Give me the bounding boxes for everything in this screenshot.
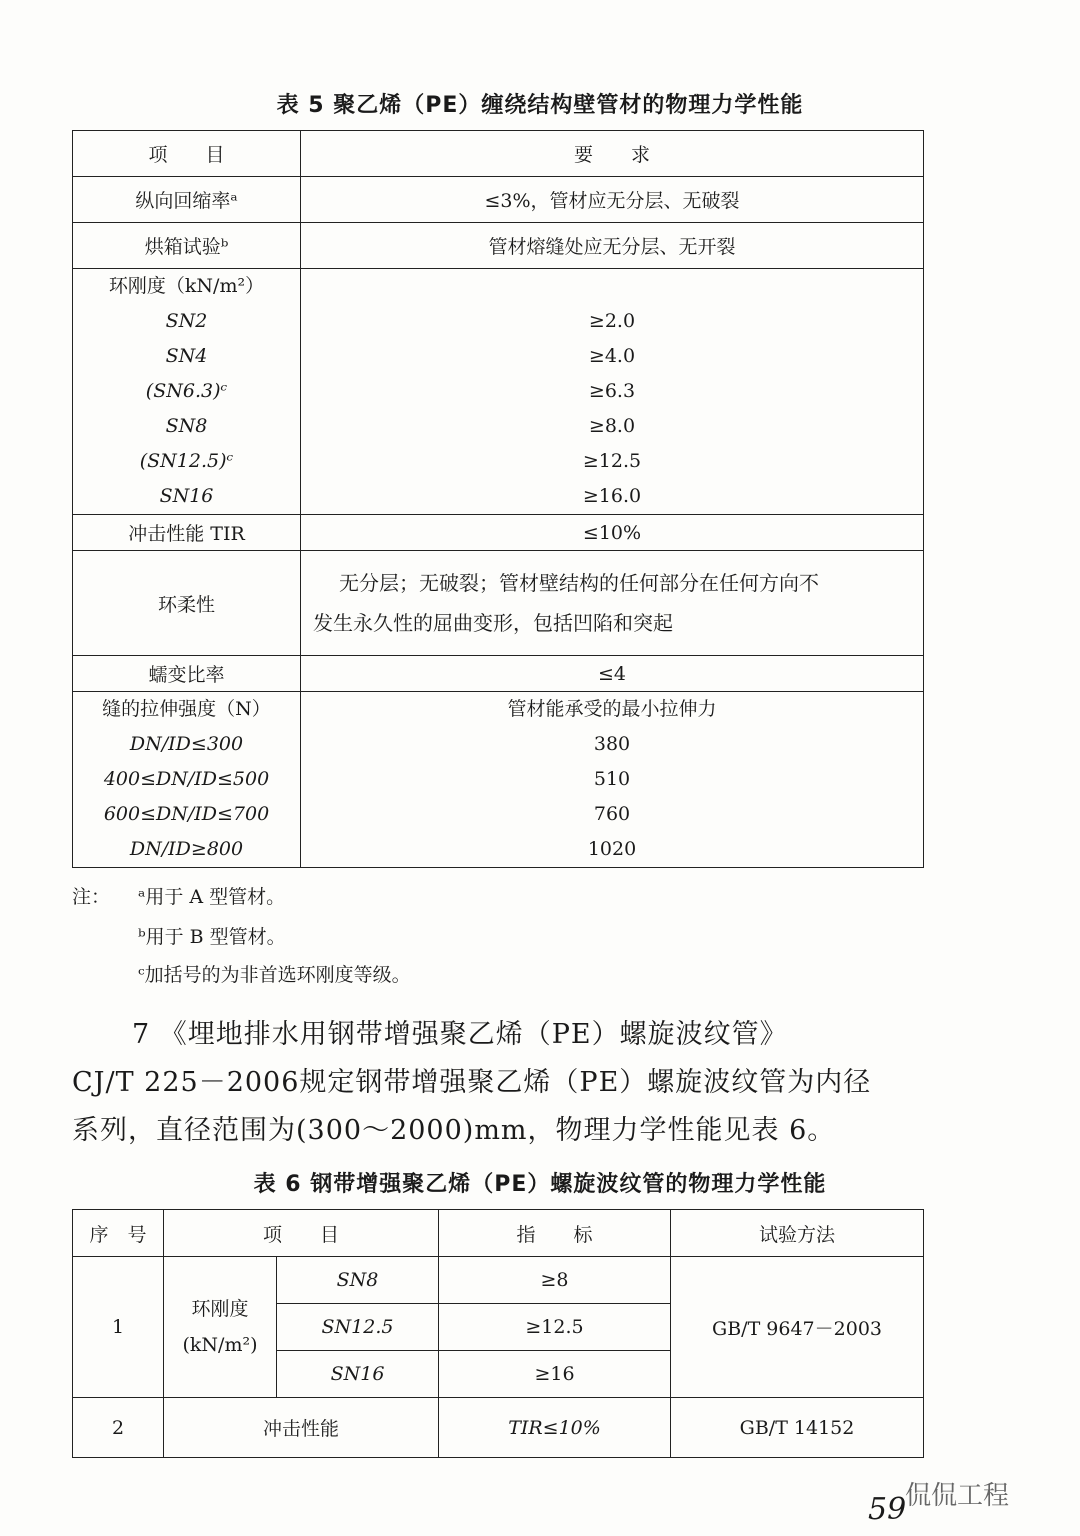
- ring-sub: SN4: [165, 345, 208, 367]
- seam-sub: 600≤DN/ID≤700: [103, 803, 270, 825]
- ring-unit: (kN/m²): [182, 1334, 258, 1356]
- ring-value: ≥16: [439, 1351, 671, 1398]
- impact-value: TIR≤10%: [439, 1398, 671, 1458]
- flex-req-line1: 无分层；无破裂；管材壁结构的任何部分在任何方向不: [339, 571, 819, 595]
- row-req: 管材熔缝处应无分层、无开裂: [301, 223, 924, 269]
- ring-sub: SN12.5: [277, 1304, 439, 1351]
- notes-label: 注：: [72, 886, 111, 908]
- row-no: 1: [73, 1257, 164, 1398]
- flex-req-line2: 发生永久性的屈曲变形，包括凹陷和突起: [313, 611, 673, 635]
- seam-req-title: 管材能承受的最小拉伸力: [507, 698, 717, 720]
- table6: [72, 1209, 924, 1458]
- ring-req: ≥2.0: [588, 310, 636, 332]
- ring-stiffness-cell: [164, 1257, 277, 1398]
- table5: [72, 130, 924, 868]
- paragraph-line1: 7 《埋地排水用钢带增强聚乙烯（PE）螺旋波纹管》: [132, 1019, 788, 1050]
- ring-sub: SN16: [159, 485, 214, 507]
- ring-sub: (SN12.5)ᶜ: [139, 450, 234, 472]
- ring-sub: SN8: [165, 415, 208, 437]
- table-row: [73, 1210, 924, 1257]
- ring-sub: SN8: [277, 1257, 439, 1304]
- table-row: [73, 656, 924, 692]
- row-item: 冲击性能 TIR: [73, 515, 301, 551]
- ring-sub: (SN6.3)ᶜ: [145, 380, 228, 402]
- ring-req: ≥4.0: [588, 345, 636, 367]
- row-req: ≤3%，管材应无分层、无破裂: [301, 177, 924, 223]
- ring-label: 环刚度: [191, 1298, 249, 1320]
- ring-value: ≥8: [439, 1257, 671, 1304]
- table-row: [73, 551, 924, 656]
- seam-sub: DN/ID≥800: [129, 838, 244, 860]
- table-row: [73, 177, 924, 223]
- header-no: 序 号: [73, 1210, 164, 1257]
- ring-req: ≥12.5: [582, 450, 642, 472]
- seam-sub: DN/ID≤300: [129, 733, 244, 755]
- paragraph-line2: CJ/T 225－2006规定钢带增强聚乙烯（PE）螺旋波纹管为内径: [72, 1067, 872, 1098]
- header-method: 试验方法: [671, 1210, 924, 1257]
- header-index: 指 标: [439, 1210, 671, 1257]
- watermark: 侃侃工程: [905, 1481, 1010, 1511]
- table5-caption: 表 5 聚乙烯（PE）缠绕结构壁管材的物理力学性能: [276, 93, 804, 118]
- header-req: 要 求: [301, 131, 924, 177]
- impact-item: 冲击性能: [164, 1398, 439, 1458]
- row-item: 环柔性: [73, 551, 301, 656]
- page-number: 59: [868, 1492, 907, 1527]
- ring-title: 环刚度（kN/m²）: [108, 275, 265, 297]
- ring-sub: SN16: [277, 1351, 439, 1398]
- header-item: 项 目: [73, 131, 301, 177]
- ring-sub: SN2: [165, 310, 208, 332]
- seam-sub: 400≤DN/ID≤500: [103, 768, 270, 790]
- note-a: ᵃ用于 A 型管材。: [138, 886, 286, 908]
- paragraph-line3: 系列，直径范围为(300～2000)mm，物理力学性能见表 6。: [72, 1115, 836, 1146]
- ring-req: ≥16.0: [582, 485, 642, 507]
- ring-req: ≥6.3: [588, 380, 636, 402]
- seam-title: 缝的拉伸强度（N）: [102, 698, 271, 720]
- row-no: 2: [73, 1398, 164, 1458]
- ring-req: ≥8.0: [588, 415, 636, 437]
- note-c: ᶜ加括号的为非首选环刚度等级。: [138, 964, 411, 986]
- flex-req: [301, 551, 924, 656]
- row-item: 烘箱试验ᵇ: [73, 223, 301, 269]
- ring-stiffness-item: [73, 269, 301, 515]
- table-row: [73, 1257, 924, 1304]
- table-row: [73, 223, 924, 269]
- table-row: [73, 131, 924, 177]
- impact-method: GB/T 14152: [671, 1398, 924, 1458]
- seam-req-value: 510: [593, 768, 631, 790]
- seam-req: [301, 692, 924, 868]
- row-item: 纵向回缩率ᵃ: [73, 177, 301, 223]
- table6-caption: 表 6 钢带增强聚乙烯（PE）螺旋波纹管的物理力学性能: [253, 1172, 827, 1197]
- header-item: 项 目: [164, 1210, 439, 1257]
- seam-req-value: 1020: [587, 838, 637, 860]
- ring-value: ≥12.5: [439, 1304, 671, 1351]
- row-req: ≤10%: [301, 515, 924, 551]
- table-row: [73, 269, 924, 515]
- ring-stiffness-req: [301, 269, 924, 515]
- table-row: [73, 1398, 924, 1458]
- ring-method: GB/T 9647－2003: [671, 1257, 924, 1398]
- row-req: ≤4: [301, 656, 924, 692]
- note-b: ᵇ用于 B 型管材。: [138, 926, 286, 948]
- seam-item: [73, 692, 301, 868]
- table-row: [73, 692, 924, 868]
- row-item: 蠕变比率: [73, 656, 301, 692]
- seam-req-value: 380: [593, 733, 631, 755]
- table-row: [73, 515, 924, 551]
- seam-req-value: 760: [593, 803, 631, 825]
